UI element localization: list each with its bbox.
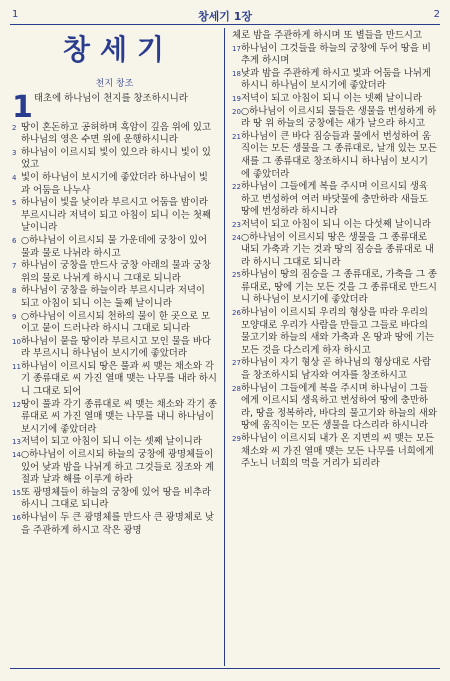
- verse-text: 낮과 밤을 주관하게 하시고 빛과 어둠을 나뉘게 하시니 하나님이 보시기에 좋았더라: [241, 67, 431, 92]
- verse-text: 하나님이 궁창을 만드사 궁창 아래의 물과 궁창 위의 물로 나뉘게 하시니 그대로 되니라: [21, 260, 211, 284]
- verse-number: 3: [12, 148, 17, 157]
- verse: [232, 43, 437, 68]
- verse-text: 하나님이 그것들을 하늘의 궁창에 두어 땅을 비추게 하시며: [241, 42, 431, 67]
- verse-text: 하나님이 이르시되 빛이 있으라 하시니 빛이 있었고: [21, 146, 211, 171]
- verse: [12, 197, 217, 235]
- verse-text: 저녁이 되고 아침이 되니 이는 셋째 날이니라: [21, 436, 202, 448]
- verse: [232, 131, 437, 181]
- verse-number: 28: [232, 384, 241, 393]
- page-number-left: 1: [12, 9, 19, 20]
- left-column: [12, 30, 217, 537]
- column-divider: [224, 28, 225, 666]
- verse-number: 13: [12, 438, 21, 447]
- verse-number: 26: [232, 309, 241, 318]
- verse-number: 27: [232, 359, 241, 368]
- verse-text: 하나님이 빛을 낮이라 부르시고 어둠을 밤이라 부르시니라 저녁이 되고 아침이 되니 이는 첫째 날이니라: [21, 197, 211, 234]
- verse-number: 23: [232, 220, 241, 229]
- verse-text: 하나님이 이르시되 땅은 풀과 씨 맺는 채소와 각기 종류대로 씨 가진 열매 맺는 나무를 내라 하시니 그대로 되어: [21, 360, 217, 398]
- verse-text: 저녁이 되고 아침이 되니 이는 넷째 날이니라: [241, 92, 422, 104]
- verse: [12, 172, 217, 197]
- verse-number: 15: [12, 488, 21, 497]
- verse-text: ○하나님이 이르시되 하늘의 궁창에 광명체들이 있어 낮과 밤을 나뉘게 하고 그것들로 징조와 계절과 날과 해를 이루게 하라: [21, 449, 214, 486]
- verse: [12, 512, 217, 537]
- verse-number: 2: [12, 123, 17, 132]
- verse-text: 저녁이 되고 아침이 되니 이는 다섯째 날이니라: [241, 218, 431, 230]
- running-head: 창세기 1장: [198, 10, 252, 23]
- verse: [12, 311, 217, 336]
- verse: [12, 399, 217, 437]
- verse: [232, 232, 437, 270]
- verse-number: 18: [232, 69, 241, 78]
- verse-number: 12: [12, 400, 21, 409]
- left-verse-list: [12, 89, 217, 538]
- verse-text: ○하나님이 이르시되 물 가운데에 궁창이 있어 물과 물로 나뉘라 하시고: [21, 234, 208, 259]
- verse-number: 4: [12, 173, 17, 182]
- verse-text: 또 광명체들이 하늘의 궁창에 있어 땅을 비추라 하시니 그대로 되니라: [21, 486, 211, 511]
- verse: [232, 219, 437, 232]
- verse-text: 땅이 혼돈하고 공허하며 흑암이 깊음 위에 있고 하나님의 영은 수면 위에 운행하시니라: [21, 121, 211, 146]
- verse-number: 11: [12, 362, 21, 371]
- verse: [12, 89, 217, 125]
- verse-number: 24: [232, 233, 241, 242]
- verse-text: 하나님이 궁창을 하늘이라 부르시니라 저녁이 되고 아침이 되니 이는 둘째 날이니라: [21, 285, 205, 309]
- verse-text: 하나님이 큰 바다 짐승들과 물에서 번성하여 움직이는 모든 생물을 그 종류대로, 날개 있는 모든 새를 그 종류대로 창조하시니 하나님이 보시기에 좋았더라: [241, 130, 437, 180]
- verse: [12, 122, 217, 147]
- verse-text: 하나님이 땅의 짐승을 그 종류대로, 가축을 그 종류대로, 땅에 기는 모든 것을 그 종류대로 만드시니 하나님이 보시기에 좋았더라: [241, 269, 437, 306]
- verse-text: ○하나님이 이르시되 천하의 물이 한 곳으로 모이고 뭍이 드러나라 하시니 그대로 되니라: [21, 310, 211, 335]
- verse-number: 7: [12, 262, 17, 271]
- verse-text: 하나님이 이르시되 내가 온 지면의 씨 맺는 모든 채소와 씨 가진 열매 맺는 모든 나무를 너희에게 주노니 너희의 먹을 거리가 되리라: [241, 433, 434, 470]
- verse-number: 8: [12, 287, 17, 296]
- verse-text: 땅이 풀과 각기 종류대로 씨 맺는 채소와 각기 종류대로 씨 가진 열매 맺는 나무를 내니 하나님이 보시기에 좋았더라: [21, 398, 217, 435]
- verse-text: 하나님이 뭍을 땅이라 부르시고 모인 물을 바다라 부르시니 하나님이 보시기에 좋았더라: [21, 335, 211, 360]
- verse-text: ○하나님이 이르시되 땅은 생물을 그 종류대로 내되 가축과 기는 것과 땅의 짐승을 종류대로 내라 하시니 그대로 되니라: [241, 231, 434, 268]
- footer-rule: [10, 668, 440, 669]
- verse-number: 20: [232, 107, 241, 116]
- verse-number: 21: [232, 132, 241, 141]
- verse-number: 25: [232, 271, 241, 280]
- verse: [232, 68, 437, 93]
- verse: [232, 181, 437, 219]
- verse-text: ○하나님이 이르시되 물들은 생물을 번성하게 하라 땅 위 하늘의 궁창에는 새가 날으라 하시고: [241, 105, 437, 130]
- verse: [12, 487, 217, 512]
- right-column: [232, 30, 437, 471]
- verse-number: 5: [12, 199, 17, 208]
- verse: [12, 147, 217, 172]
- verse-text: 빛이 하나님이 보시기에 좋았더라 하나님이 빛과 어둠을 나누사: [21, 171, 208, 196]
- verse-number: 14: [12, 451, 21, 460]
- verse: [12, 436, 217, 449]
- verse: [12, 361, 217, 399]
- verse: [232, 93, 437, 106]
- verse-text: 하나님이 그들에게 복을 주시며 이르시되 생육하고 번성하여 여러 바닷물에 충만하라 새들도 땅에 번성하라 하시니라: [241, 181, 428, 218]
- verse-continuation: 체로 밤을 주관하게 하시며 또 별들을 만드시고: [232, 30, 422, 41]
- verse-text: 하나님이 두 큰 광명체를 만드사 큰 광명체로 낮을 주관하게 하시고 작은 광명: [21, 512, 214, 536]
- chapter-number: 1: [12, 89, 33, 125]
- verse: [232, 433, 437, 471]
- verse-number: 22: [232, 183, 241, 192]
- verse-text: 하나님이 자기 형상 곧 하나님의 형상대로 사람을 창조하시되 남자와 여자를 창조하시고: [241, 357, 431, 382]
- verse-number: 29: [232, 435, 241, 443]
- verse: [232, 357, 437, 382]
- verse: [12, 260, 217, 285]
- verse-number: 19: [232, 94, 241, 103]
- verse: [232, 307, 437, 357]
- verse-number: 6: [12, 236, 17, 245]
- verse-number: 16: [12, 514, 21, 522]
- verse: [232, 106, 437, 131]
- right-verse-list: [232, 43, 437, 471]
- verse: [12, 336, 217, 361]
- section-heading: 천지 창조: [95, 79, 134, 89]
- verse: [232, 269, 437, 307]
- verse: [12, 235, 217, 260]
- verse: [232, 383, 437, 433]
- verse-number: 9: [12, 312, 17, 321]
- verse-number: 10: [12, 337, 21, 346]
- verse-number: 17: [232, 44, 241, 53]
- verse-text: 태초에 하나님이 천지를 창조하시니라: [34, 92, 188, 104]
- verse-text: 하나님이 이르시되 우리의 형상을 따라 우리의 모양대로 우리가 사람을 만들고 그들로 바다의 물고기와 하늘의 새와 가축과 온 땅과 땅에 기는 모든 것을 다스리게 하자 하시고: [241, 307, 434, 356]
- page-number-right: 2: [433, 9, 440, 20]
- book-title: 창세기: [62, 33, 175, 66]
- header-rule: [10, 24, 440, 25]
- verse-text: 하나님이 그들에게 복을 주시며 하나님이 그들에게 이르시되 생육하고 번성하여 땅에 충만하라, 땅을 정복하라, 바다의 물고기와 하늘의 새와 땅에 움직이는 모든 생물을 다스리라 하시니라: [241, 382, 437, 432]
- verse: [12, 285, 217, 310]
- verse: [12, 449, 217, 487]
